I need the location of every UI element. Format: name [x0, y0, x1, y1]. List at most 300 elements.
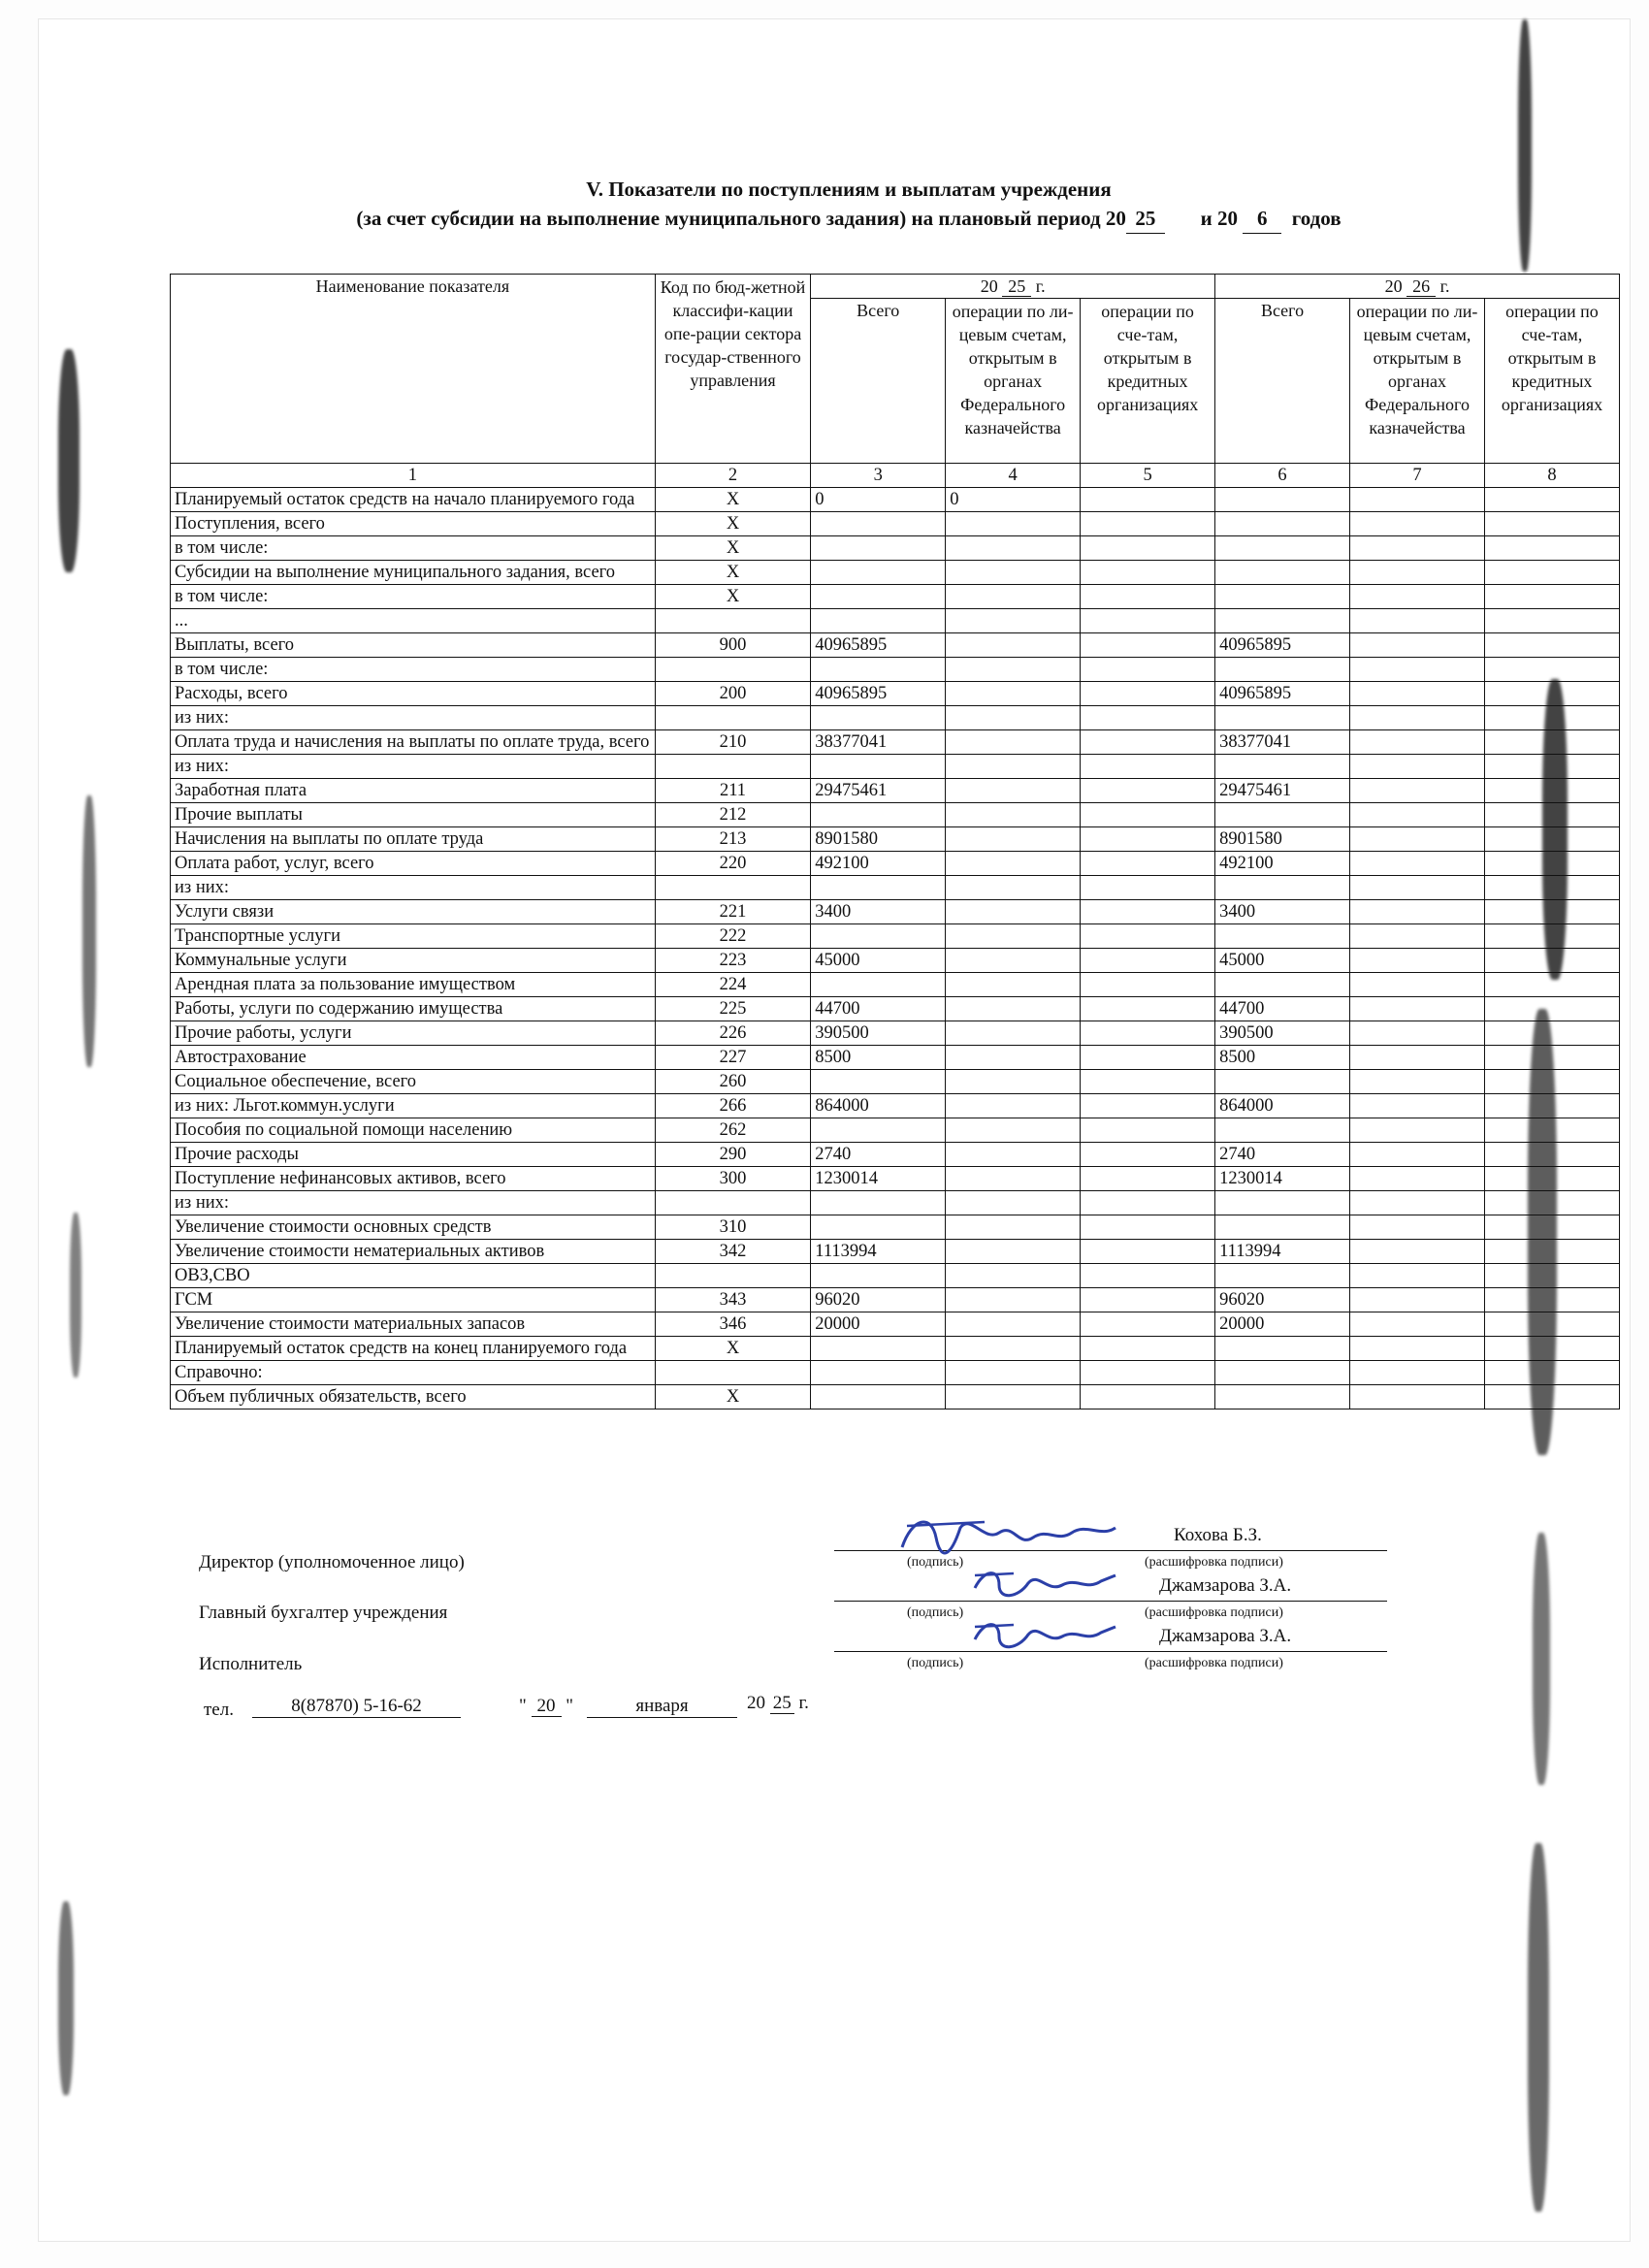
- row-name-cell: Прочие работы, услуги: [171, 1021, 656, 1046]
- row-value-cell: [946, 779, 1081, 803]
- row-name-cell: Справочно:: [171, 1361, 656, 1385]
- decode-caption: (расшифровка подписи): [1145, 1555, 1283, 1570]
- row-value-cell: [811, 1191, 946, 1215]
- row-value-cell: [1081, 1264, 1215, 1288]
- row-value-cell: [1350, 633, 1485, 658]
- row-code-cell: [655, 1361, 810, 1385]
- col-credit2-header: операции по сче-там, открытым в кредитных организациях: [1484, 299, 1619, 464]
- row-value-cell: [1215, 755, 1350, 779]
- col-total2-header: Всего: [1215, 299, 1350, 464]
- row-value-cell: [1484, 730, 1619, 755]
- row-code-cell: 213: [655, 827, 810, 852]
- row-value-cell: [1081, 1070, 1215, 1094]
- row-value-cell: [1081, 658, 1215, 682]
- table-row: [171, 1094, 1620, 1118]
- row-value-cell: [1215, 536, 1350, 561]
- row-value-cell: [1484, 1337, 1619, 1361]
- row-name-cell: из них:: [171, 706, 656, 730]
- table-row: [171, 1264, 1620, 1288]
- row-value-cell: [1350, 1070, 1485, 1094]
- column-number: 8: [1484, 464, 1619, 488]
- row-value-cell: 20000: [811, 1312, 946, 1337]
- title-year-1: 25: [1126, 204, 1165, 234]
- row-value-cell: [1350, 1385, 1485, 1409]
- row-value-cell: [1081, 512, 1215, 536]
- row-value-cell: [1081, 1167, 1215, 1191]
- row-value-cell: 44700: [811, 997, 946, 1021]
- row-name-cell: Начисления на выплаты по оплате труда: [171, 827, 656, 852]
- row-value-cell: [1215, 585, 1350, 609]
- row-value-cell: 40965895: [1215, 633, 1350, 658]
- table-row: [171, 1118, 1620, 1143]
- row-value-cell: [1081, 561, 1215, 585]
- row-name-cell: Объем публичных обязательств, всего: [171, 1385, 656, 1409]
- row-value-cell: 8500: [811, 1046, 946, 1070]
- row-value-cell: 45000: [1215, 949, 1350, 973]
- row-value-cell: [1484, 900, 1619, 924]
- row-value-cell: [1484, 852, 1619, 876]
- decode-caption: (расшифровка подписи): [1145, 1605, 1283, 1620]
- row-code-cell: 266: [655, 1094, 810, 1118]
- table-row: [171, 1070, 1620, 1094]
- row-value-cell: [946, 997, 1081, 1021]
- row-value-cell: [811, 876, 946, 900]
- column-number: 4: [946, 464, 1081, 488]
- row-name-cell: Услуги связи: [171, 900, 656, 924]
- row-code-cell: 342: [655, 1240, 810, 1264]
- row-value-cell: [1484, 779, 1619, 803]
- row-value-cell: 38377041: [811, 730, 946, 755]
- column-number: 5: [1081, 464, 1215, 488]
- row-value-cell: [1215, 1361, 1350, 1385]
- table-row: [171, 1385, 1620, 1409]
- row-value-cell: [1350, 1094, 1485, 1118]
- row-value-cell: [946, 1337, 1081, 1361]
- row-value-cell: [1215, 561, 1350, 585]
- row-name-cell: из них:: [171, 755, 656, 779]
- row-value-cell: [1081, 803, 1215, 827]
- row-value-cell: [946, 1264, 1081, 1288]
- row-value-cell: [1350, 852, 1485, 876]
- column-number: 7: [1350, 464, 1485, 488]
- row-code-cell: 225: [655, 997, 810, 1021]
- row-value-cell: [1081, 779, 1215, 803]
- accountant-name: Джамзарова З.А.: [1159, 1575, 1292, 1596]
- year-value: 26: [1406, 276, 1436, 297]
- row-name-cell: Поступления, всего: [171, 512, 656, 536]
- row-name-cell: Коммунальные услуги: [171, 949, 656, 973]
- row-name-cell: Субсидии на выполнение муниципального задания, всего: [171, 561, 656, 585]
- row-value-cell: [1081, 997, 1215, 1021]
- tel-label: тел.: [204, 1700, 234, 1720]
- row-code-cell: [655, 1264, 810, 1288]
- table-row: [171, 949, 1620, 973]
- row-name-cell: из них:: [171, 1191, 656, 1215]
- table-row: [171, 658, 1620, 682]
- row-code-cell: 224: [655, 973, 810, 997]
- row-value-cell: 40965895: [811, 682, 946, 706]
- sign-caption: (подпись): [907, 1605, 964, 1620]
- row-name-cell: Расходы, всего: [171, 682, 656, 706]
- row-value-cell: [1484, 1240, 1619, 1264]
- row-value-cell: [1350, 730, 1485, 755]
- row-value-cell: [1081, 1312, 1215, 1337]
- row-value-cell: 40965895: [811, 633, 946, 658]
- row-value-cell: [1484, 536, 1619, 561]
- row-value-cell: [1484, 876, 1619, 900]
- table-row: [171, 997, 1620, 1021]
- table-row: [171, 536, 1620, 561]
- title-line-2: [291, 204, 1406, 234]
- row-value-cell: [946, 924, 1081, 949]
- row-value-cell: 2740: [811, 1143, 946, 1167]
- scan-smudge: [1533, 1533, 1550, 1785]
- row-value-cell: [1484, 682, 1619, 706]
- col-fed-header: операции по ли-цевым счетам, открытым в органах Федерального казначейства: [946, 299, 1081, 464]
- row-value-cell: [946, 803, 1081, 827]
- row-name-cell: Увеличение стоимости основных средств: [171, 1215, 656, 1240]
- row-value-cell: [1484, 973, 1619, 997]
- row-value-cell: [1215, 609, 1350, 633]
- scan-smudge: [70, 1213, 81, 1377]
- row-value-cell: [1484, 1094, 1619, 1118]
- row-value-cell: 0: [946, 488, 1081, 512]
- row-value-cell: [1215, 658, 1350, 682]
- row-value-cell: 864000: [1215, 1094, 1350, 1118]
- row-value-cell: [1350, 876, 1485, 900]
- row-value-cell: [811, 536, 946, 561]
- row-value-cell: [946, 1046, 1081, 1070]
- director-name: Кохова Б.З.: [1174, 1525, 1262, 1545]
- row-value-cell: [1350, 973, 1485, 997]
- row-value-cell: [1350, 1046, 1485, 1070]
- row-value-cell: [811, 1337, 946, 1361]
- row-code-cell: X: [655, 585, 810, 609]
- row-value-cell: [1215, 1070, 1350, 1094]
- accountant-signature: [970, 1564, 1125, 1607]
- row-value-cell: [946, 1167, 1081, 1191]
- table-row: [171, 876, 1620, 900]
- row-code-cell: 290: [655, 1143, 810, 1167]
- row-code-cell: [655, 609, 810, 633]
- row-code-cell: 310: [655, 1215, 810, 1240]
- row-code-cell: 900: [655, 633, 810, 658]
- row-value-cell: 20000: [1215, 1312, 1350, 1337]
- row-value-cell: [946, 561, 1081, 585]
- row-code-cell: 220: [655, 852, 810, 876]
- row-value-cell: [1081, 1118, 1215, 1143]
- decode-caption: (расшифровка подписи): [1145, 1656, 1283, 1670]
- row-value-cell: [1215, 924, 1350, 949]
- row-code-cell: [655, 876, 810, 900]
- row-value-cell: [1350, 949, 1485, 973]
- executor-label: Исполнитель: [199, 1654, 303, 1674]
- row-value-cell: [1081, 706, 1215, 730]
- row-value-cell: [1081, 900, 1215, 924]
- row-name-cell: Увеличение стоимости нематериальных активов: [171, 1240, 656, 1264]
- title-text: и 20: [1200, 207, 1238, 230]
- row-code-cell: [655, 658, 810, 682]
- row-value-cell: [1350, 706, 1485, 730]
- row-value-cell: 29475461: [811, 779, 946, 803]
- row-code-cell: 300: [655, 1167, 810, 1191]
- row-value-cell: [1215, 1118, 1350, 1143]
- row-value-cell: [811, 658, 946, 682]
- row-value-cell: [811, 585, 946, 609]
- row-name-cell: Работы, услуги по содержанию имущества: [171, 997, 656, 1021]
- row-value-cell: [1484, 561, 1619, 585]
- row-value-cell: [1350, 682, 1485, 706]
- column-numbers-row: [171, 464, 1620, 488]
- row-value-cell: [1081, 1143, 1215, 1167]
- row-code-cell: 226: [655, 1021, 810, 1046]
- row-value-cell: [1350, 512, 1485, 536]
- row-value-cell: [1484, 585, 1619, 609]
- row-value-cell: [1484, 609, 1619, 633]
- row-value-cell: [946, 536, 1081, 561]
- row-value-cell: 44700: [1215, 997, 1350, 1021]
- row-code-cell: X: [655, 1385, 810, 1409]
- row-value-cell: [1081, 973, 1215, 997]
- row-value-cell: [1350, 488, 1485, 512]
- row-value-cell: [811, 924, 946, 949]
- row-value-cell: [1484, 706, 1619, 730]
- row-value-cell: [1081, 1191, 1215, 1215]
- row-value-cell: [946, 973, 1081, 997]
- row-value-cell: 492100: [811, 852, 946, 876]
- row-value-cell: [1081, 633, 1215, 658]
- row-value-cell: [811, 1264, 946, 1288]
- row-code-cell: 227: [655, 1046, 810, 1070]
- row-value-cell: [1350, 779, 1485, 803]
- row-value-cell: [1350, 1361, 1485, 1385]
- scan-smudge: [1518, 19, 1532, 272]
- row-value-cell: [1081, 1046, 1215, 1070]
- row-value-cell: [946, 755, 1081, 779]
- row-code-cell: 212: [655, 803, 810, 827]
- director-label: Директор (уполномоченное лицо): [199, 1552, 465, 1572]
- row-code-cell: X: [655, 488, 810, 512]
- row-value-cell: [946, 1215, 1081, 1240]
- year-prefix: 20: [980, 276, 998, 296]
- row-code-cell: 262: [655, 1118, 810, 1143]
- row-value-cell: [1350, 900, 1485, 924]
- row-value-cell: [1350, 1215, 1485, 1240]
- row-value-cell: [1484, 488, 1619, 512]
- row-name-cell: Планируемый остаток средств на начало планируемого года: [171, 488, 656, 512]
- row-value-cell: 29475461: [1215, 779, 1350, 803]
- row-value-cell: [1484, 1312, 1619, 1337]
- row-name-cell: Увеличение стоимости материальных запасов: [171, 1312, 656, 1337]
- row-value-cell: [1484, 1288, 1619, 1312]
- row-code-cell: [655, 1191, 810, 1215]
- row-value-cell: [1350, 1264, 1485, 1288]
- row-value-cell: [1484, 1046, 1619, 1070]
- row-value-cell: 390500: [1215, 1021, 1350, 1046]
- table-row: [171, 1021, 1620, 1046]
- row-value-cell: [1484, 755, 1619, 779]
- row-value-cell: [946, 658, 1081, 682]
- row-value-cell: [946, 1361, 1081, 1385]
- row-value-cell: [946, 949, 1081, 973]
- row-value-cell: [811, 1385, 946, 1409]
- row-name-cell: ГСМ: [171, 1288, 656, 1312]
- table-row: [171, 1143, 1620, 1167]
- row-value-cell: [811, 706, 946, 730]
- row-value-cell: [946, 1312, 1081, 1337]
- table-row: [171, 900, 1620, 924]
- row-value-cell: [1484, 997, 1619, 1021]
- column-number: 3: [811, 464, 946, 488]
- sign-caption: (подпись): [907, 1656, 964, 1670]
- table-row: [171, 1361, 1620, 1385]
- row-value-cell: [1350, 827, 1485, 852]
- row-value-cell: 8901580: [1215, 827, 1350, 852]
- row-value-cell: [1350, 658, 1485, 682]
- table-row: [171, 1215, 1620, 1240]
- table-row: [171, 779, 1620, 803]
- title-line-1: V. Показатели по поступлениям и выплатам учреждения: [586, 178, 1112, 201]
- row-value-cell: [1081, 755, 1215, 779]
- row-value-cell: [946, 730, 1081, 755]
- row-value-cell: [1215, 1191, 1350, 1215]
- row-code-cell: 200: [655, 682, 810, 706]
- row-code-cell: 210: [655, 730, 810, 755]
- row-name-cell: Выплаты, всего: [171, 633, 656, 658]
- row-value-cell: [946, 1191, 1081, 1215]
- table-row: [171, 1312, 1620, 1337]
- year-suffix: г.: [1439, 276, 1450, 296]
- scan-smudge: [58, 1901, 74, 2095]
- row-value-cell: [1484, 1361, 1619, 1385]
- row-value-cell: 8500: [1215, 1046, 1350, 1070]
- col-fed2-header: операции по ли-цевым счетам, открытым в органах Федерального казначейства: [1350, 299, 1485, 464]
- row-value-cell: [1350, 1143, 1485, 1167]
- row-value-cell: [1081, 1240, 1215, 1264]
- row-value-cell: 1230014: [811, 1167, 946, 1191]
- date-day-value: 20: [532, 1696, 562, 1717]
- row-name-cell: Заработная плата: [171, 779, 656, 803]
- row-name-cell: Пособия по социальной помощи населению: [171, 1118, 656, 1143]
- row-value-cell: 8901580: [811, 827, 946, 852]
- row-value-cell: [1484, 1143, 1619, 1167]
- column-number: 1: [171, 464, 656, 488]
- row-code-cell: [655, 706, 810, 730]
- row-value-cell: [946, 1070, 1081, 1094]
- row-code-cell: X: [655, 561, 810, 585]
- row-value-cell: [1081, 1337, 1215, 1361]
- row-value-cell: 96020: [1215, 1288, 1350, 1312]
- row-value-cell: [1484, 949, 1619, 973]
- row-name-cell: в том числе:: [171, 536, 656, 561]
- row-value-cell: [1215, 1385, 1350, 1409]
- tel-value: 8(87870) 5-16-62: [252, 1696, 461, 1718]
- row-value-cell: [1081, 876, 1215, 900]
- row-value-cell: [1350, 755, 1485, 779]
- row-value-cell: [946, 900, 1081, 924]
- sign-caption: (подпись): [907, 1555, 964, 1570]
- table-row: [171, 1046, 1620, 1070]
- indicators-table: [170, 274, 1620, 1409]
- row-value-cell: [811, 973, 946, 997]
- row-value-cell: [1081, 730, 1215, 755]
- row-value-cell: [1081, 1288, 1215, 1312]
- row-value-cell: [1484, 803, 1619, 827]
- row-code-cell: [655, 755, 810, 779]
- scan-smudge: [82, 795, 96, 1067]
- row-value-cell: [1215, 1264, 1350, 1288]
- year-value: 25: [770, 1693, 794, 1714]
- row-value-cell: [1350, 1167, 1485, 1191]
- table-row: [171, 682, 1620, 706]
- date-month: января: [587, 1696, 737, 1718]
- row-value-cell: [1215, 973, 1350, 997]
- row-code-cell: X: [655, 536, 810, 561]
- row-value-cell: [946, 585, 1081, 609]
- column-number: 6: [1215, 464, 1350, 488]
- row-value-cell: [1215, 512, 1350, 536]
- row-name-cell: Оплата труда и начисления на выплаты по оплате труда, всего: [171, 730, 656, 755]
- col-total-header: Всего: [811, 299, 946, 464]
- row-value-cell: [946, 682, 1081, 706]
- row-name-cell: в том числе:: [171, 658, 656, 682]
- director-signature: [892, 1508, 1125, 1567]
- table-row: [171, 973, 1620, 997]
- year2-header: [1215, 275, 1620, 299]
- table-row: [171, 730, 1620, 755]
- row-value-cell: [1350, 585, 1485, 609]
- row-value-cell: [946, 876, 1081, 900]
- row-value-cell: [811, 1070, 946, 1094]
- row-value-cell: [946, 827, 1081, 852]
- table-row: [171, 1337, 1620, 1361]
- row-value-cell: [1215, 1337, 1350, 1361]
- row-value-cell: 96020: [811, 1288, 946, 1312]
- row-name-cell: Автострахование: [171, 1046, 656, 1070]
- row-value-cell: [1350, 536, 1485, 561]
- year-prefix: 20: [747, 1693, 765, 1713]
- row-code-cell: 221: [655, 900, 810, 924]
- row-value-cell: [1484, 827, 1619, 852]
- row-value-cell: [1081, 536, 1215, 561]
- row-value-cell: 390500: [811, 1021, 946, 1046]
- row-value-cell: [946, 1143, 1081, 1167]
- row-value-cell: [946, 633, 1081, 658]
- table-row: [171, 924, 1620, 949]
- row-value-cell: [1081, 1094, 1215, 1118]
- row-value-cell: [946, 1118, 1081, 1143]
- table-row: [171, 633, 1620, 658]
- executor-name: Джамзарова З.А.: [1159, 1626, 1292, 1646]
- row-value-cell: [1484, 1264, 1619, 1288]
- col-name-header: Наименование показателя: [171, 275, 656, 464]
- row-name-cell: Планируемый остаток средств на конец планируемого года: [171, 1337, 656, 1361]
- date-day: " 20 ": [519, 1696, 574, 1716]
- row-name-cell: ОВЗ,СВО: [171, 1264, 656, 1288]
- row-value-cell: [1350, 1021, 1485, 1046]
- table-row: [171, 827, 1620, 852]
- row-value-cell: [946, 609, 1081, 633]
- row-name-cell: в том числе:: [171, 585, 656, 609]
- col-credit-header: операции по сче-там, открытым в кредитных организациях: [1081, 299, 1215, 464]
- row-value-cell: [946, 1240, 1081, 1264]
- row-code-cell: 222: [655, 924, 810, 949]
- row-value-cell: 45000: [811, 949, 946, 973]
- table-row: [171, 488, 1620, 512]
- row-value-cell: [1484, 1021, 1619, 1046]
- document-title: [291, 175, 1406, 234]
- row-value-cell: 1113994: [811, 1240, 946, 1264]
